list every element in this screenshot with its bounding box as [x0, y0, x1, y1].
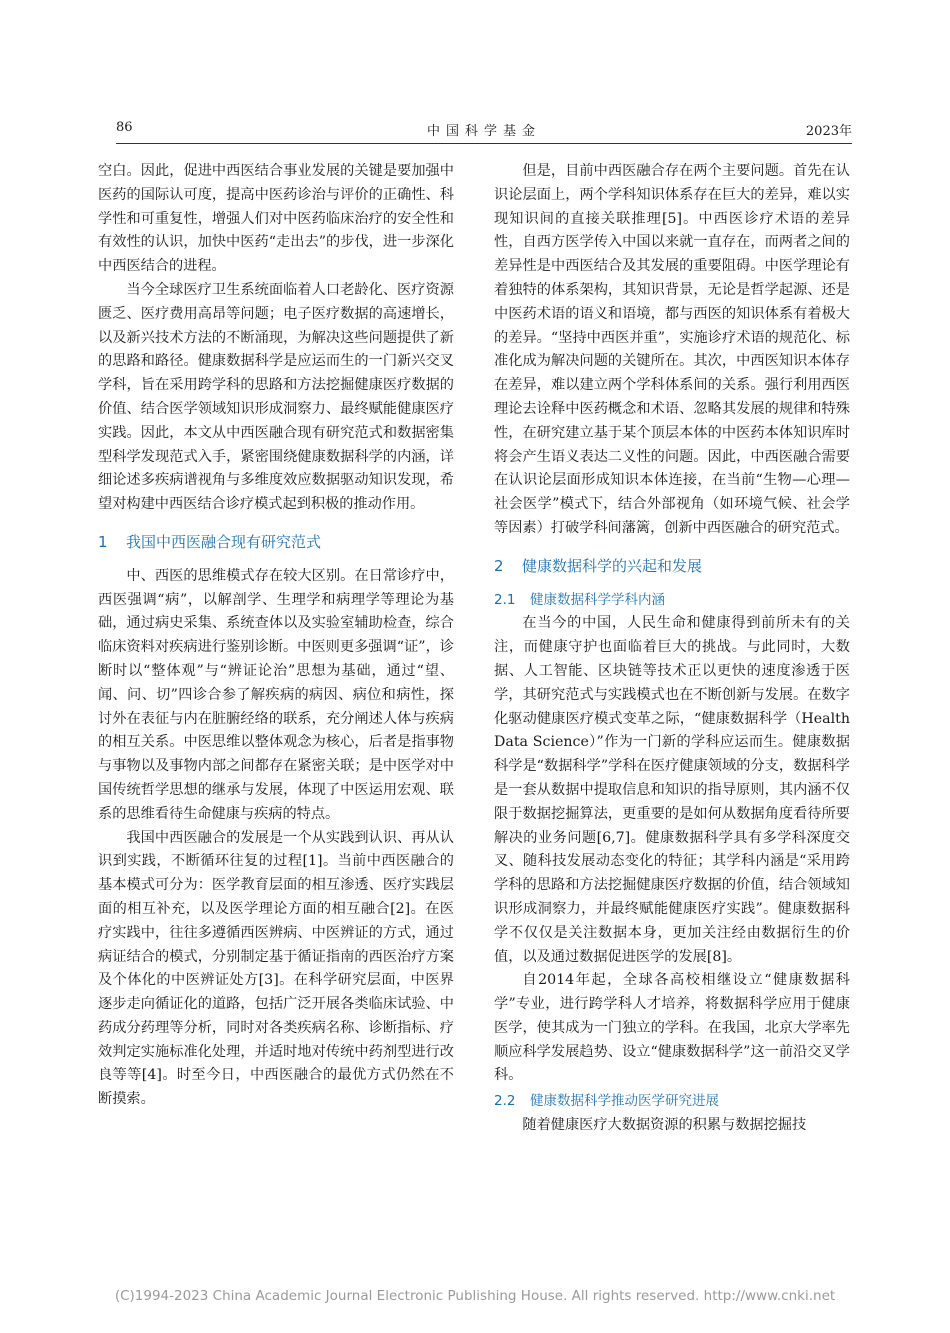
right-column	[494, 160, 850, 1138]
paragraph: 在当今的中国，人民生命和健康得到前所未有的关注，而健康守护也面临着巨大的挑战。与此同时，大数据、人工智能、区块链等技术正以更快的速度渗透于医学，其研究范式与实践模式也在不断创新与发展。在数字化驱动健康医疗模式变革之际，“健康数据科学（Health Data Science）”作为一门新的学科应运而生。健康数据科学是“数据科学”学科在医疗健康领域的分支，数据科学是一套从数据中提取信息和知识的指导原则，其内涵不仅限于数据挖掘算法，更重要的是如何从数据角度看待所要解决的业务问题[6,7]。健康数据科学具有多学科深度交叉、随科技发展动态变化的特征；其学科内涵是“采用跨学科的思路和方法挖掘健康医疗数据的价值，结合领域知识形成洞察力，并最终赋能健康医疗实践”。健康数据科学不仅仅是关注数据本身，更加关注经由数据衍生的价值，以及通过数据促进医学的发展[8]。	[494, 615, 850, 965]
publication-year: 2023年	[805, 124, 852, 139]
paragraph: 自2014年起，全球各高校相继设立“健康数据科学”专业，进行跨学科人才培养，将数据科学应用于健康医学，使其成为一门独立的学科。在我国，北京大学率先顺应科学发展趋势、设立“健康数据科学”这一前沿交叉学科。	[494, 972, 850, 1084]
paragraph: 随着健康医疗大数据资源的积累与数据挖掘技	[522, 1117, 807, 1134]
section-title: 健康数据科学的兴起和发展	[522, 556, 703, 575]
running-header	[116, 118, 852, 142]
paragraph: 当今全球医疗卫生系统面临着人口老龄化、医疗资源匮乏、医疗费用高昂等问题；电子医疗数据的高速增长，以及新兴技术方法的不断涌现，为解决这些问题提供了新的思路和路径。健康数据科学是应运而生的一门新兴交叉学科，旨在采用跨学科的思路和方法挖掘健康医疗数据的价值、结合医学领域知识形成洞察力、最终赋能健康医疗实践。因此，本文从中西医融合现有研究范式和数据密集型科学发现范式入手，紧密围绕健康数据科学的内涵，详细论述多疾病谱视角与多维度效应数据驱动知识发现，希望对构建中西医结合诊疗模式起到积极的推动作用。	[98, 281, 454, 513]
subsection-title: 健康数据科学推动医学研究进展	[530, 1093, 719, 1110]
subsection-number: 2.1	[494, 591, 516, 608]
copyright-footer: (C)1994-2023 China Academic Journal Electronic Publishing House. All rights reserved. http://www.cnki.net	[114, 1288, 836, 1304]
paragraph: 但是，目前中西医融合存在两个主要问题。首先在认识论层面上，两个学科知识体系存在巨大的差异，难以实现知识间的直接关联推理[5]。中西医诊疗术语的差异性，自西方医学传入中国以来就一直存在，而两者之间的差异性是中西医结合及其发展的重要阻碍。中医学理论有着独特的体系架构，其知识背景，无论是哲学起源、还是中医药术语的语义和语境，都与西医的知识体系有着极大的差异。“坚持中西医并重”，实施诊疗术语的规范化、标准化成为解决问题的关键所在。其次，中西医知识本体存在差异，难以建立两个学科体系间的关系。强行利用西医理论去诠释中医药概念和术语、忽略其发展的规律和特殊性，在研究建立基于某个顶层本体的中医药本体知识库时将会产生语义表达二义性的问题。因此，中西医融合需要在认识论层面形成知识本体连接，在当前“生物—心理—社会医学”模式下，结合外部视角（如环境气候、社会学等因素）打破学科间藩篱，创新中西医融合的研究范式。	[494, 163, 850, 536]
paragraph: 中、西医的思维模式存在较大区别。在日常诊疗中，西医强调“病”，以解剖学、生理学和病理学等理论为基础，通过病史采集、系统查体以及实验室辅助检查，综合临床资料对疾病进行鉴别诊断。中医则更多强调“证”，诊断时以“整体观”与“辨证论治”思想为基础，通过“望、闻、问、切”四诊合参了解疾病的病因、病位和病性，探讨外在表征与内在脏腑经络的联系，充分阐述人体与疾病的相互关系。中医思维以整体观念为核心，后者是指事物与事物以及事物内部之间都存在紧密关联；是中医学对中国传统哲学思想的继承与发展，体现了中医运用宏观、联系的思维看待生命健康与疾病的特点。	[98, 567, 454, 822]
subsection-number: 2.2	[494, 1093, 516, 1110]
section-heading-1	[98, 531, 454, 555]
section-heading-2	[494, 555, 850, 579]
subsection-heading-2-1	[494, 589, 850, 613]
section-number: 2	[494, 556, 504, 575]
section-title: 我国中西医融合现有研究范式	[126, 532, 322, 551]
header-rule	[116, 143, 852, 144]
subsection-title: 健康数据科学学科内涵	[530, 591, 665, 608]
paragraph: 空白。因此，促进中西医结合事业发展的关键是要加强中医药的国际认可度，提高中医药诊治与评价的正确性、科学性和可重复性，增强人们对中医药临床治疗的安全性和有效性的认识，加快中医药“走出去”的步伐，进一步深化中西医结合的进程。	[98, 163, 454, 275]
section-number: 1	[98, 532, 108, 551]
journal-title: 中国科学基金	[426, 124, 541, 139]
paragraph: 我国中西医融合的发展是一个从实践到认识、再从认识到实践，不断循环往复的过程[1]。当前中西医融合的基本模式可分为：医学教育层面的相互渗透、医疗实践层面的相互补充，以及医学理论方面的相互融合[2]。在医疗实践中，往往多遵循西医辨病、中医辨证的方式，通过病证结合的模式，分别制定基于循证指南的西医治疗方案及个体化的中医辨证处方[3]。在科学研究层面，中医界逐步走向循证化的道路，包括广泛开展各类临床试验、中药成分药理等分析，同时对各类疾病名称、诊断指标、疗效判定实施标准化处理，并适时地对传统中药剂型进行改良等等[4]。时至今日，中西医融合的最优方式仍然在不断摸索。	[98, 829, 454, 1108]
subsection-heading-2-2	[494, 1090, 850, 1114]
left-column	[98, 160, 454, 1112]
page-number: 86	[116, 120, 133, 135]
